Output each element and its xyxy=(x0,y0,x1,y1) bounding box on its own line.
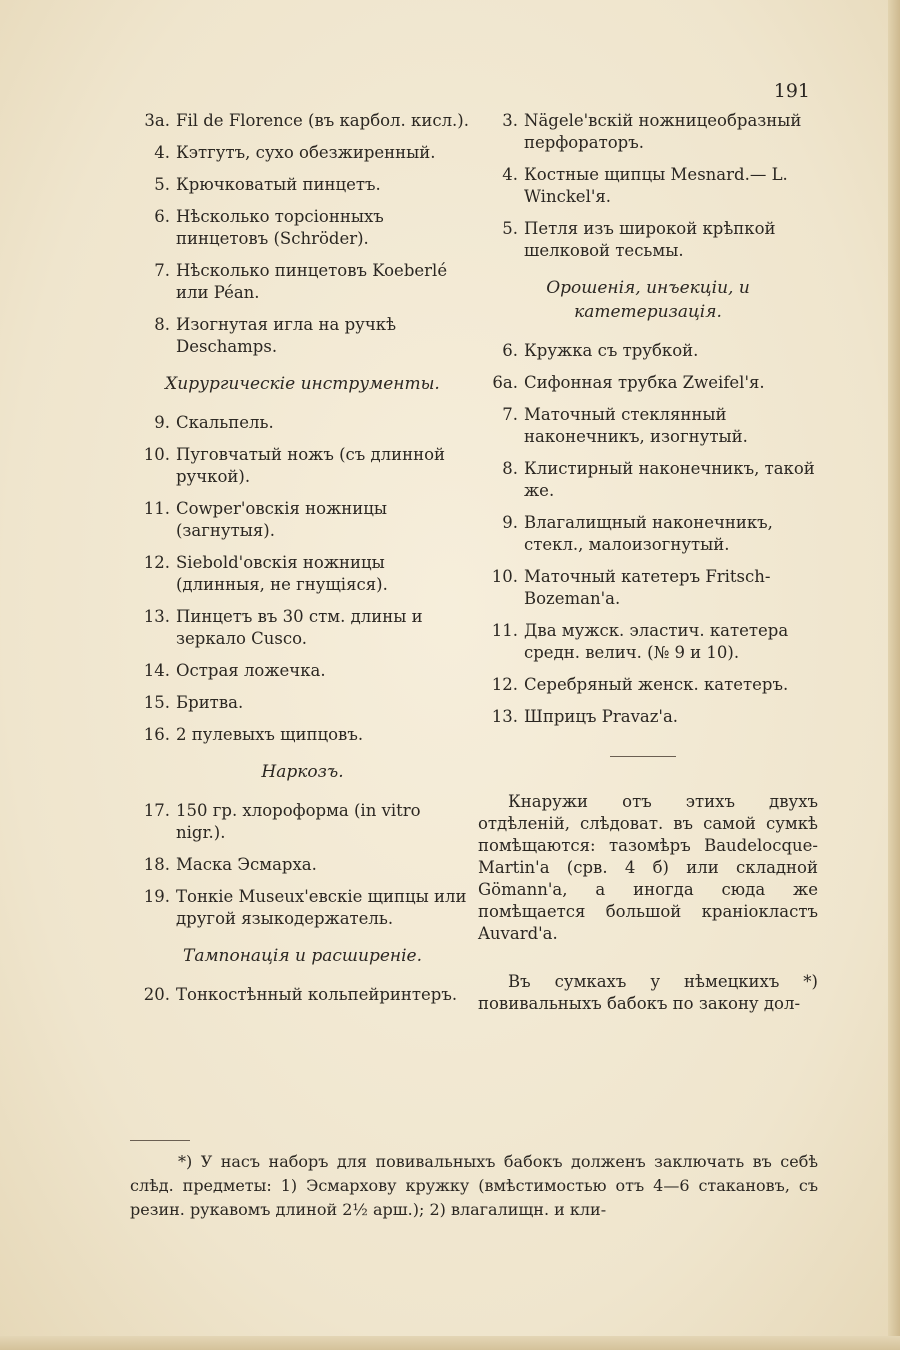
item-text: Нѣсколько торсіонныхъ пинцетовъ (Schröder). xyxy=(176,207,384,248)
item-text: Кружка съ трубкой. xyxy=(524,341,699,360)
item-text: Скальпель. xyxy=(176,413,274,432)
item-number: 6a. xyxy=(492,373,518,392)
section-divider xyxy=(610,756,676,757)
item-text: Тонкіе Museux'евскіе щипцы или другой языкодержатель. xyxy=(176,887,467,928)
list-item xyxy=(130,206,475,250)
item-text: Влагалищный наконечникъ, стекл., малоизогнутый. xyxy=(524,513,773,554)
list-item xyxy=(478,404,818,448)
item-number: 20. xyxy=(143,985,170,1004)
list-item xyxy=(478,458,818,502)
item-text: Тонкостѣнный кольпейринтеръ. xyxy=(176,985,458,1004)
item-number: 8. xyxy=(154,315,170,334)
list-item xyxy=(478,340,818,362)
list-item xyxy=(130,110,475,132)
item-number: 19. xyxy=(143,887,170,906)
list-item xyxy=(130,660,475,682)
item-number: 14. xyxy=(143,661,170,680)
footnote: *) У насъ наборъ для повивальныхъ бабокъ долженъ заключать въ себѣ слѣд. предметы: 1) Эсмархову кружку (вмѣстимостью отъ 4—6 стакановъ, съ резин. рукавомъ длиной 2½ арш.); 2) влагалищн. и кли- xyxy=(130,1152,818,1219)
page-edge-bottom xyxy=(0,1336,900,1350)
paragraph-outside-compartments: Кнаружи отъ этихъ двухъ отдѣленій, слѣдоват. въ самой сумкѣ помѣщаются: тазомѣръ Baudelocque-Martin'а (срв. 4 б) или складной Gömann'а, а иногда сюда же помѣщается большой краніокластъ Auvard'а. xyxy=(478,792,818,943)
item-number: 18. xyxy=(143,855,170,874)
list-item xyxy=(130,692,475,714)
heading-tamponade: Тампонація и расширеніе. xyxy=(182,946,423,966)
item-text: Шприцъ Pravaz'а. xyxy=(524,707,679,726)
item-text: Маска Эсмарха. xyxy=(176,855,317,874)
item-number: 6. xyxy=(154,207,170,226)
item-text: 150 гр. хлороформа (in vitro nigr.). xyxy=(176,801,421,842)
item-text: Петля изъ широкой крѣпкой шелковой тесьмы. xyxy=(524,219,776,260)
list-item xyxy=(478,218,818,262)
list-item xyxy=(478,566,818,610)
item-number: 11. xyxy=(491,621,518,640)
item-text: Нѣсколько пинцетовъ Koeberlé или Péan. xyxy=(176,261,448,302)
item-text: Острая ложечка. xyxy=(176,661,326,680)
left-items-a xyxy=(130,110,475,358)
list-item xyxy=(478,706,818,728)
list-item xyxy=(130,260,475,304)
heading-narcosis: Наркозъ. xyxy=(261,762,344,782)
list-item xyxy=(130,552,475,596)
item-text: Костные щипцы Mesnard.— L. Winckel'я. xyxy=(524,165,788,206)
item-text: Siebold'овскія ножницы (длинныя, не гнущіяся). xyxy=(176,553,388,594)
item-text: Изогнутая игла на ручкѣ Deschamps. xyxy=(176,315,397,356)
item-text: Сифонная трубка Zweifel'я. xyxy=(524,373,765,392)
item-text: Клистирный наконечникъ, такой же. xyxy=(524,459,815,500)
left-items-d xyxy=(130,984,475,1006)
list-item xyxy=(130,142,475,164)
item-text: Nägele'вскій ножницеобразный перфораторъ. xyxy=(524,111,802,152)
list-item xyxy=(478,164,818,208)
left-items-c xyxy=(130,800,475,930)
list-item xyxy=(130,984,475,1006)
item-text: 2 пулевыхъ щипцовъ. xyxy=(176,725,364,744)
right-column xyxy=(478,110,818,1041)
item-text: Маточный стеклянный наконечникъ, изогнутый. xyxy=(524,405,748,446)
item-text: Два мужск. эластич. катетера средн. велич. (№ 9 и 10). xyxy=(524,621,789,662)
item-number: 3. xyxy=(502,111,518,130)
item-number: 13. xyxy=(491,707,518,726)
item-text: Серебряный женск. катетеръ. xyxy=(524,675,789,694)
right-items-b xyxy=(478,340,818,728)
item-number: 9. xyxy=(154,413,170,432)
item-number: 16. xyxy=(143,725,170,744)
list-item xyxy=(130,412,475,434)
item-number: 3a. xyxy=(144,111,170,130)
left-items-b xyxy=(130,412,475,746)
item-number: 15. xyxy=(143,693,170,712)
item-number: 5. xyxy=(502,219,518,238)
item-number: 13. xyxy=(143,607,170,626)
list-item xyxy=(130,886,475,930)
right-items-a xyxy=(478,110,818,262)
list-item xyxy=(478,372,818,394)
item-text: Пуговчатый ножъ (съ длинной ручкой). xyxy=(176,445,446,486)
item-number: 11. xyxy=(143,499,170,518)
heading-irrigation: Орошенія, инъекціи, и катетеризація. xyxy=(546,278,750,322)
item-number: 7. xyxy=(502,405,518,424)
page-edge-right xyxy=(888,0,900,1350)
item-number: 12. xyxy=(491,675,518,694)
item-number: 5. xyxy=(154,175,170,194)
item-number: 4. xyxy=(502,165,518,184)
list-item xyxy=(478,674,818,696)
item-number: 8. xyxy=(502,459,518,478)
footnote-rule xyxy=(130,1140,190,1141)
item-number: 12. xyxy=(143,553,170,572)
item-number: 6. xyxy=(502,341,518,360)
item-number: 17. xyxy=(143,801,170,820)
item-number: 10. xyxy=(491,567,518,586)
item-number: 9. xyxy=(502,513,518,532)
list-item xyxy=(130,174,475,196)
list-item xyxy=(130,854,475,876)
paragraph-german-midwives: Въ сумкахъ у нѣмецкихъ *) повивальныхъ бабокъ по закону дол- xyxy=(478,972,818,1013)
list-item xyxy=(130,606,475,650)
item-text: Бритва. xyxy=(176,693,244,712)
item-number: 4. xyxy=(154,143,170,162)
list-item xyxy=(478,512,818,556)
left-column xyxy=(130,110,475,1016)
item-text: Крючковатый пинцетъ. xyxy=(176,175,381,194)
list-item xyxy=(130,724,475,746)
list-item xyxy=(130,498,475,542)
page-number: 191 xyxy=(773,80,810,102)
item-text: Маточный катетеръ Fritsch-Bozeman'а. xyxy=(524,567,771,608)
list-item xyxy=(130,314,475,358)
list-item xyxy=(478,620,818,664)
list-item xyxy=(130,800,475,844)
item-number: 10. xyxy=(143,445,170,464)
heading-surgical-instruments: Хирургическіе инструменты. xyxy=(165,374,440,394)
item-text: Пинцетъ въ 30 стм. длины и зеркало Cusco. xyxy=(176,607,423,648)
item-text: Кэтгутъ, сухо обезжиренный. xyxy=(176,143,436,162)
list-item xyxy=(478,110,818,154)
item-text: Fil de Florence (въ карбол. кисл.). xyxy=(176,111,469,130)
item-text: Cowper'овскія ножницы (загнутыя). xyxy=(176,499,387,540)
list-item xyxy=(130,444,475,488)
item-number: 7. xyxy=(154,261,170,280)
